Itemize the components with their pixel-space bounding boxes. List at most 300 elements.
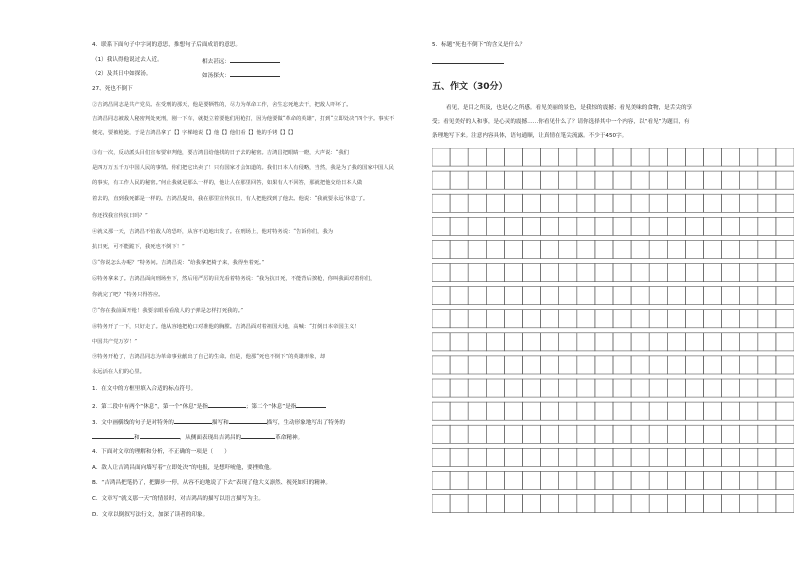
grid-row[interactable] (432, 471, 794, 489)
grid-cell[interactable] (450, 148, 468, 166)
grid-cell[interactable] (667, 495, 685, 513)
grid-cell[interactable] (595, 379, 613, 397)
grid-cell[interactable] (523, 379, 541, 397)
grid-cell[interactable] (450, 217, 468, 235)
grid-cell[interactable] (667, 194, 685, 212)
q3-blank-3[interactable] (92, 433, 134, 439)
grid-cell[interactable] (486, 379, 504, 397)
grid-cell[interactable] (631, 217, 649, 235)
grid-cell[interactable] (504, 448, 522, 466)
grid-cell[interactable] (649, 217, 667, 235)
grid-cell[interactable] (685, 264, 703, 282)
grid-cell[interactable] (523, 148, 541, 166)
grid-row[interactable] (432, 379, 794, 397)
grid-cell[interactable] (631, 471, 649, 489)
grid-cell[interactable] (541, 333, 559, 351)
grid-row[interactable] (432, 425, 794, 443)
grid-cell[interactable] (577, 310, 595, 328)
grid-cell[interactable] (631, 240, 649, 258)
grid-cell[interactable] (468, 425, 486, 443)
grid-cell[interactable] (468, 264, 486, 282)
grid-cell[interactable] (758, 379, 776, 397)
grid-cell[interactable] (432, 287, 450, 305)
grid-cell[interactable] (523, 264, 541, 282)
grid-row[interactable] (432, 171, 794, 189)
grid-cell[interactable] (704, 448, 722, 466)
grid-cell[interactable] (450, 333, 468, 351)
q2-blank-2[interactable] (296, 402, 326, 408)
grid-cell[interactable] (523, 333, 541, 351)
grid-cell[interactable] (613, 333, 631, 351)
grid-cell[interactable] (631, 194, 649, 212)
grid-cell[interactable] (559, 287, 577, 305)
grid-cell[interactable] (704, 264, 722, 282)
grid-cell[interactable] (595, 471, 613, 489)
grid-cell[interactable] (468, 379, 486, 397)
grid-cell[interactable] (504, 379, 522, 397)
grid-cell[interactable] (667, 148, 685, 166)
option-c[interactable]: C．文章写“就义那一天”的情景时，对吉鸿昌的描写以语言描写为主。 (92, 496, 264, 502)
grid-cell[interactable] (631, 264, 649, 282)
grid-cell[interactable] (577, 240, 595, 258)
grid-cell[interactable] (776, 148, 794, 166)
grid-cell[interactable] (704, 194, 722, 212)
option-b[interactable]: B．“吉鸿昌把笔扔了，把脚步一停，从容不迫地说了下去”表现了他大义凛然、视死如归的精神。 (92, 480, 331, 486)
grid-cell[interactable] (740, 356, 758, 374)
grid-cell[interactable] (740, 287, 758, 305)
grid-cell[interactable] (432, 171, 450, 189)
grid-cell[interactable] (541, 356, 559, 374)
grid-cell[interactable] (631, 425, 649, 443)
grid-cell[interactable] (432, 471, 450, 489)
grid-cell[interactable] (613, 148, 631, 166)
composition-grid[interactable] (432, 148, 794, 516)
grid-cell[interactable] (577, 264, 595, 282)
grid-cell[interactable] (758, 194, 776, 212)
grid-cell[interactable] (758, 448, 776, 466)
grid-cell[interactable] (450, 471, 468, 489)
grid-cell[interactable] (504, 495, 522, 513)
grid-cell[interactable] (468, 333, 486, 351)
grid-cell[interactable] (541, 217, 559, 235)
grid-cell[interactable] (685, 495, 703, 513)
grid-cell[interactable] (722, 402, 740, 420)
grid-cell[interactable] (468, 217, 486, 235)
grid-cell[interactable] (613, 264, 631, 282)
grid-cell[interactable] (649, 148, 667, 166)
grid-cell[interactable] (613, 471, 631, 489)
grid-cell[interactable] (667, 379, 685, 397)
grid-cell[interactable] (559, 240, 577, 258)
grid-cell[interactable] (504, 171, 522, 189)
grid-cell[interactable] (486, 171, 504, 189)
grid-row[interactable] (432, 333, 794, 351)
grid-cell[interactable] (559, 356, 577, 374)
grid-cell[interactable] (432, 402, 450, 420)
grid-cell[interactable] (468, 287, 486, 305)
grid-cell[interactable] (740, 471, 758, 489)
grid-cell[interactable] (776, 194, 794, 212)
grid-cell[interactable] (450, 310, 468, 328)
grid-cell[interactable] (559, 171, 577, 189)
grid-cell[interactable] (631, 287, 649, 305)
grid-cell[interactable] (758, 240, 776, 258)
grid-cell[interactable] (577, 448, 595, 466)
grid-cell[interactable] (595, 171, 613, 189)
grid-cell[interactable] (722, 148, 740, 166)
grid-cell[interactable] (667, 240, 685, 258)
grid-cell[interactable] (776, 356, 794, 374)
grid-cell[interactable] (631, 333, 649, 351)
grid-row[interactable] (432, 194, 794, 212)
grid-cell[interactable] (486, 495, 504, 513)
grid-cell[interactable] (541, 379, 559, 397)
grid-cell[interactable] (468, 194, 486, 212)
q3-blank-2[interactable] (229, 418, 267, 424)
grid-cell[interactable] (685, 240, 703, 258)
grid-cell[interactable] (685, 194, 703, 212)
grid-cell[interactable] (559, 148, 577, 166)
grid-cell[interactable] (486, 264, 504, 282)
grid-cell[interactable] (758, 495, 776, 513)
grid-cell[interactable] (504, 194, 522, 212)
grid-cell[interactable] (577, 171, 595, 189)
grid-cell[interactable] (559, 310, 577, 328)
grid-row[interactable] (432, 310, 794, 328)
grid-cell[interactable] (595, 402, 613, 420)
grid-cell[interactable] (523, 171, 541, 189)
grid-row[interactable] (432, 356, 794, 374)
grid-cell[interactable] (486, 356, 504, 374)
q4-b-blank[interactable] (230, 71, 280, 77)
grid-cell[interactable] (523, 217, 541, 235)
grid-cell[interactable] (523, 402, 541, 420)
grid-cell[interactable] (595, 287, 613, 305)
grid-cell[interactable] (577, 402, 595, 420)
grid-cell[interactable] (613, 425, 631, 443)
grid-cell[interactable] (486, 333, 504, 351)
grid-cell[interactable] (704, 240, 722, 258)
grid-cell[interactable] (649, 356, 667, 374)
grid-cell[interactable] (486, 310, 504, 328)
grid-cell[interactable] (631, 495, 649, 513)
grid-cell[interactable] (432, 379, 450, 397)
grid-cell[interactable] (704, 310, 722, 328)
grid-cell[interactable] (685, 402, 703, 420)
grid-cell[interactable] (667, 217, 685, 235)
grid-cell[interactable] (468, 495, 486, 513)
grid-cell[interactable] (722, 448, 740, 466)
grid-cell[interactable] (704, 148, 722, 166)
option-a[interactable]: A．敌人让吉鸿昌面向墙写着“立即处决”的电报，是想吓唬他，要挫败他。 (92, 465, 276, 471)
grid-cell[interactable] (450, 264, 468, 282)
grid-cell[interactable] (667, 171, 685, 189)
grid-cell[interactable] (758, 310, 776, 328)
grid-cell[interactable] (758, 171, 776, 189)
q3-blank-4[interactable] (140, 433, 180, 439)
grid-cell[interactable] (486, 217, 504, 235)
grid-cell[interactable] (649, 471, 667, 489)
grid-cell[interactable] (450, 448, 468, 466)
grid-cell[interactable] (577, 356, 595, 374)
grid-cell[interactable] (468, 402, 486, 420)
grid-cell[interactable] (740, 402, 758, 420)
grid-cell[interactable] (450, 356, 468, 374)
grid-cell[interactable] (450, 379, 468, 397)
grid-cell[interactable] (559, 425, 577, 443)
grid-cell[interactable] (667, 471, 685, 489)
grid-cell[interactable] (504, 287, 522, 305)
grid-cell[interactable] (613, 402, 631, 420)
grid-cell[interactable] (468, 148, 486, 166)
grid-cell[interactable] (432, 448, 450, 466)
grid-cell[interactable] (704, 495, 722, 513)
grid-cell[interactable] (776, 240, 794, 258)
grid-cell[interactable] (740, 425, 758, 443)
grid-row[interactable] (432, 287, 794, 305)
grid-cell[interactable] (541, 471, 559, 489)
grid-cell[interactable] (432, 240, 450, 258)
grid-cell[interactable] (631, 148, 649, 166)
grid-cell[interactable] (740, 495, 758, 513)
grid-cell[interactable] (595, 264, 613, 282)
grid-cell[interactable] (613, 448, 631, 466)
grid-cell[interactable] (595, 194, 613, 212)
grid-cell[interactable] (667, 448, 685, 466)
grid-cell[interactable] (685, 310, 703, 328)
grid-cell[interactable] (649, 194, 667, 212)
grid-cell[interactable] (758, 356, 776, 374)
grid-cell[interactable] (613, 194, 631, 212)
grid-cell[interactable] (486, 402, 504, 420)
grid-cell[interactable] (776, 402, 794, 420)
grid-cell[interactable] (685, 425, 703, 443)
grid-cell[interactable] (613, 379, 631, 397)
grid-cell[interactable] (595, 333, 613, 351)
grid-cell[interactable] (758, 333, 776, 351)
grid-cell[interactable] (740, 240, 758, 258)
grid-cell[interactable] (649, 333, 667, 351)
q3-blank-1[interactable] (174, 418, 212, 424)
option-d[interactable]: D．文章以倒叙写法行文，加深了读者的印象。 (92, 512, 209, 518)
grid-cell[interactable] (450, 240, 468, 258)
grid-cell[interactable] (631, 379, 649, 397)
grid-cell[interactable] (468, 356, 486, 374)
grid-cell[interactable] (541, 287, 559, 305)
grid-cell[interactable] (722, 495, 740, 513)
grid-cell[interactable] (523, 194, 541, 212)
grid-row[interactable] (432, 495, 794, 513)
grid-cell[interactable] (559, 448, 577, 466)
grid-cell[interactable] (486, 425, 504, 443)
grid-cell[interactable] (685, 333, 703, 351)
grid-cell[interactable] (631, 448, 649, 466)
grid-cell[interactable] (685, 471, 703, 489)
q5-blank[interactable] (432, 58, 504, 64)
grid-cell[interactable] (740, 310, 758, 328)
grid-cell[interactable] (776, 379, 794, 397)
grid-cell[interactable] (704, 402, 722, 420)
grid-cell[interactable] (432, 356, 450, 374)
grid-cell[interactable] (776, 471, 794, 489)
grid-cell[interactable] (776, 171, 794, 189)
grid-cell[interactable] (559, 471, 577, 489)
grid-cell[interactable] (541, 310, 559, 328)
grid-cell[interactable] (450, 402, 468, 420)
grid-row[interactable] (432, 240, 794, 258)
grid-cell[interactable] (577, 425, 595, 443)
grid-cell[interactable] (613, 240, 631, 258)
q4-a-blank[interactable] (230, 57, 280, 63)
grid-cell[interactable] (559, 217, 577, 235)
grid-cell[interactable] (685, 148, 703, 166)
grid-cell[interactable] (523, 495, 541, 513)
grid-cell[interactable] (559, 495, 577, 513)
grid-cell[interactable] (613, 495, 631, 513)
grid-cell[interactable] (758, 264, 776, 282)
grid-cell[interactable] (541, 425, 559, 443)
grid-cell[interactable] (595, 448, 613, 466)
grid-cell[interactable] (523, 356, 541, 374)
grid-cell[interactable] (631, 402, 649, 420)
grid-cell[interactable] (613, 310, 631, 328)
grid-cell[interactable] (468, 310, 486, 328)
grid-cell[interactable] (432, 333, 450, 351)
grid-cell[interactable] (432, 217, 450, 235)
grid-cell[interactable] (595, 310, 613, 328)
grid-cell[interactable] (776, 448, 794, 466)
grid-cell[interactable] (595, 356, 613, 374)
grid-cell[interactable] (649, 310, 667, 328)
grid-cell[interactable] (722, 310, 740, 328)
grid-cell[interactable] (740, 194, 758, 212)
grid-cell[interactable] (523, 310, 541, 328)
q5-answer-line[interactable] (432, 58, 504, 67)
grid-cell[interactable] (541, 402, 559, 420)
grid-cell[interactable] (504, 264, 522, 282)
grid-cell[interactable] (704, 217, 722, 235)
grid-cell[interactable] (740, 448, 758, 466)
grid-cell[interactable] (685, 379, 703, 397)
grid-cell[interactable] (722, 356, 740, 374)
grid-cell[interactable] (559, 402, 577, 420)
grid-row[interactable] (432, 402, 794, 420)
grid-cell[interactable] (541, 495, 559, 513)
grid-cell[interactable] (722, 240, 740, 258)
grid-cell[interactable] (776, 264, 794, 282)
grid-cell[interactable] (722, 471, 740, 489)
grid-cell[interactable] (450, 425, 468, 443)
grid-cell[interactable] (704, 287, 722, 305)
grid-cell[interactable] (541, 240, 559, 258)
grid-row[interactable] (432, 148, 794, 166)
grid-cell[interactable] (595, 217, 613, 235)
grid-cell[interactable] (504, 148, 522, 166)
grid-cell[interactable] (504, 356, 522, 374)
grid-cell[interactable] (631, 310, 649, 328)
grid-cell[interactable] (523, 240, 541, 258)
grid-cell[interactable] (559, 379, 577, 397)
grid-cell[interactable] (504, 402, 522, 420)
grid-cell[interactable] (486, 471, 504, 489)
grid-cell[interactable] (486, 448, 504, 466)
grid-cell[interactable] (613, 217, 631, 235)
grid-cell[interactable] (776, 495, 794, 513)
grid-cell[interactable] (685, 356, 703, 374)
grid-cell[interactable] (541, 171, 559, 189)
grid-cell[interactable] (667, 333, 685, 351)
grid-cell[interactable] (559, 264, 577, 282)
grid-cell[interactable] (667, 425, 685, 443)
grid-cell[interactable] (432, 148, 450, 166)
grid-cell[interactable] (722, 171, 740, 189)
grid-cell[interactable] (758, 148, 776, 166)
grid-cell[interactable] (758, 287, 776, 305)
grid-cell[interactable] (468, 240, 486, 258)
grid-cell[interactable] (667, 310, 685, 328)
grid-cell[interactable] (649, 240, 667, 258)
grid-cell[interactable] (704, 356, 722, 374)
grid-cell[interactable] (740, 333, 758, 351)
grid-cell[interactable] (776, 287, 794, 305)
grid-cell[interactable] (468, 448, 486, 466)
grid-cell[interactable] (523, 287, 541, 305)
grid-cell[interactable] (541, 448, 559, 466)
grid-cell[interactable] (450, 495, 468, 513)
grid-cell[interactable] (740, 379, 758, 397)
grid-cell[interactable] (685, 217, 703, 235)
grid-cell[interactable] (667, 402, 685, 420)
grid-cell[interactable] (758, 402, 776, 420)
grid-cell[interactable] (486, 148, 504, 166)
grid-cell[interactable] (685, 171, 703, 189)
grid-cell[interactable] (613, 356, 631, 374)
grid-row[interactable] (432, 264, 794, 282)
grid-cell[interactable] (595, 425, 613, 443)
grid-cell[interactable] (595, 148, 613, 166)
grid-cell[interactable] (776, 310, 794, 328)
grid-cell[interactable] (523, 471, 541, 489)
grid-cell[interactable] (577, 287, 595, 305)
grid-cell[interactable] (523, 425, 541, 443)
grid-cell[interactable] (559, 333, 577, 351)
grid-cell[interactable] (667, 356, 685, 374)
grid-cell[interactable] (559, 194, 577, 212)
grid-cell[interactable] (432, 194, 450, 212)
grid-cell[interactable] (704, 379, 722, 397)
grid-cell[interactable] (450, 194, 468, 212)
grid-cell[interactable] (649, 402, 667, 420)
grid-cell[interactable] (504, 333, 522, 351)
grid-cell[interactable] (504, 217, 522, 235)
grid-cell[interactable] (776, 425, 794, 443)
grid-cell[interactable] (577, 379, 595, 397)
grid-cell[interactable] (667, 264, 685, 282)
grid-cell[interactable] (649, 425, 667, 443)
grid-cell[interactable] (758, 471, 776, 489)
grid-cell[interactable] (504, 310, 522, 328)
grid-cell[interactable] (486, 194, 504, 212)
grid-cell[interactable] (704, 471, 722, 489)
grid-cell[interactable] (649, 264, 667, 282)
grid-cell[interactable] (649, 448, 667, 466)
grid-row[interactable] (432, 217, 794, 235)
grid-cell[interactable] (432, 425, 450, 443)
grid-cell[interactable] (631, 171, 649, 189)
grid-cell[interactable] (776, 333, 794, 351)
grid-cell[interactable] (685, 287, 703, 305)
q2-blank-1[interactable] (208, 402, 246, 408)
